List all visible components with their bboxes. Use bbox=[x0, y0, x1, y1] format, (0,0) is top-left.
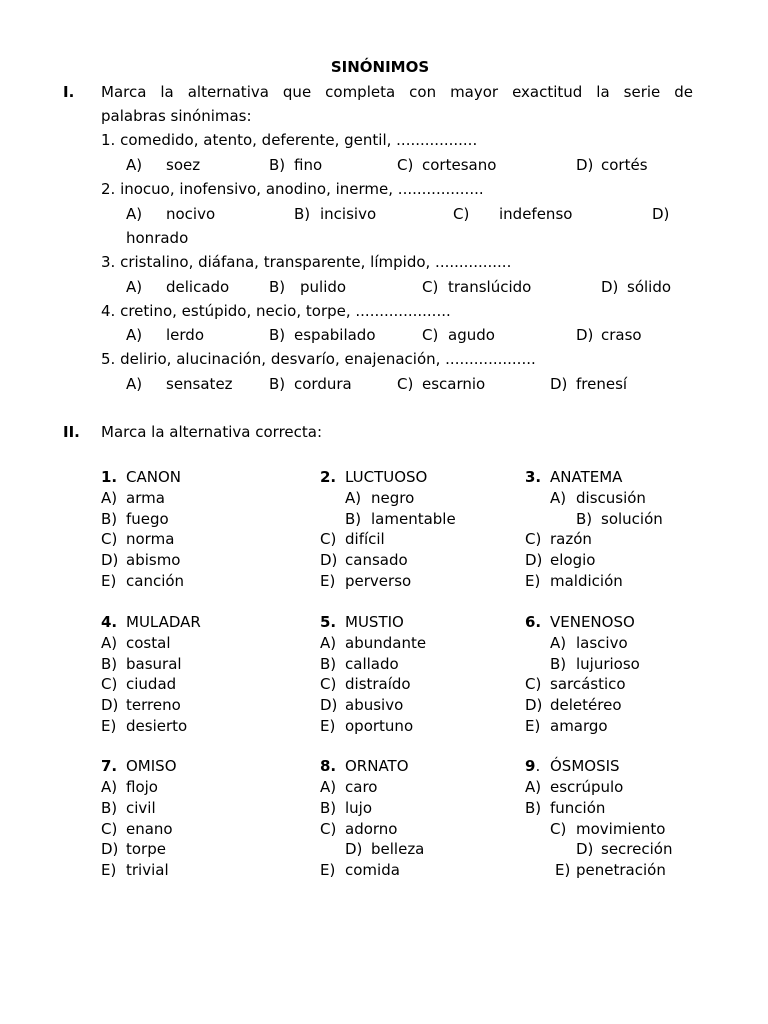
item-5-a-label: A) bbox=[320, 634, 337, 652]
q2-option-b: incisivo bbox=[320, 205, 377, 223]
item-6-word: VENENOSO bbox=[550, 613, 635, 631]
q3-option-c: translúcido bbox=[448, 278, 532, 296]
item-9-c-label: C) bbox=[550, 820, 567, 838]
q2-option-c-label: C) bbox=[453, 205, 470, 223]
item-1-a: arma bbox=[126, 489, 165, 507]
item-4-word: MULADAR bbox=[126, 613, 201, 631]
q2-option-d-label: D) bbox=[652, 205, 670, 223]
item-7-number: 7. bbox=[101, 757, 118, 775]
q4-option-d: craso bbox=[601, 326, 642, 344]
q4-option-a: lerdo bbox=[166, 326, 204, 344]
item-9-number-digit: 9 bbox=[525, 757, 536, 775]
item-2-c: difícil bbox=[345, 530, 385, 548]
item-2-b: lamentable bbox=[371, 510, 456, 528]
item-2-e-label: E) bbox=[320, 572, 336, 590]
item-9-d-label: D) bbox=[576, 840, 594, 858]
item-1-d: abismo bbox=[126, 551, 181, 569]
q1-option-d-label: D) bbox=[576, 156, 594, 174]
item-8-b-label: B) bbox=[320, 799, 337, 817]
item-1-d-label: D) bbox=[101, 551, 119, 569]
item-1-word: CANON bbox=[126, 468, 181, 486]
q5-option-c-label: C) bbox=[397, 375, 414, 393]
item-3-d-label: D) bbox=[525, 551, 543, 569]
item-9-word: ÓSMOSIS bbox=[550, 757, 620, 775]
q3-option-d-label: D) bbox=[601, 278, 619, 296]
q2-option-c: indefenso bbox=[499, 205, 573, 223]
item-7-a: flojo bbox=[126, 778, 158, 796]
item-5-a: abundante bbox=[345, 634, 427, 652]
item-2-d: cansado bbox=[345, 551, 408, 569]
item-7-e-label: E) bbox=[101, 861, 117, 879]
q5-option-d: frenesí bbox=[576, 375, 628, 393]
question-1-stem: 1. comedido, atento, deferente, gentil, ................. bbox=[101, 131, 478, 149]
item-6-e-label: E) bbox=[525, 717, 541, 735]
item-9-number bbox=[525, 757, 540, 775]
q4-option-c: agudo bbox=[448, 326, 495, 344]
item-7-d: torpe bbox=[126, 840, 166, 858]
item-6-a: lascivo bbox=[576, 634, 628, 652]
item-4-e: desierto bbox=[126, 717, 188, 735]
question-2-stem: 2. inocuo, inofensivo, anodino, inerme, .................. bbox=[101, 180, 484, 198]
q2-option-d: honrado bbox=[126, 229, 189, 247]
item-9-b: función bbox=[550, 799, 606, 817]
item-6-b-label: B) bbox=[550, 655, 567, 673]
item-3-e: maldición bbox=[550, 572, 623, 590]
q4-option-a-label: A) bbox=[126, 326, 143, 344]
item-2-a-label: A) bbox=[345, 489, 362, 507]
item-2-c-label: C) bbox=[320, 530, 337, 548]
item-7-c-label: C) bbox=[101, 820, 118, 838]
item-6-d: deletéreo bbox=[550, 696, 622, 714]
item-5-c-label: C) bbox=[320, 675, 337, 693]
item-3-a: discusión bbox=[576, 489, 646, 507]
q1-option-b: fino bbox=[294, 156, 323, 174]
item-2-number: 2. bbox=[320, 468, 337, 486]
item-3-word: ANATEMA bbox=[550, 468, 623, 486]
item-9-c: movimiento bbox=[576, 820, 666, 838]
q3-option-c-label: C) bbox=[422, 278, 439, 296]
item-8-a-label: A) bbox=[320, 778, 337, 796]
q1-option-a: soez bbox=[166, 156, 201, 174]
q4-option-c-label: C) bbox=[422, 326, 439, 344]
item-8-number: 8. bbox=[320, 757, 337, 775]
item-3-a-label: A) bbox=[550, 489, 567, 507]
q3-option-a-label: A) bbox=[126, 278, 143, 296]
q5-option-d-label: D) bbox=[550, 375, 568, 393]
item-6-c: sarcástico bbox=[550, 675, 626, 693]
item-6-a-label: A) bbox=[550, 634, 567, 652]
q2-option-b-label: B) bbox=[294, 205, 311, 223]
q4-option-b: espabilado bbox=[294, 326, 376, 344]
item-8-e: comida bbox=[345, 861, 400, 879]
item-4-e-label: E) bbox=[101, 717, 117, 735]
item-4-c: ciudad bbox=[126, 675, 177, 693]
item-1-b: fuego bbox=[126, 510, 169, 528]
item-7-a-label: A) bbox=[101, 778, 118, 796]
item-7-d-label: D) bbox=[101, 840, 119, 858]
q2-option-a: nocivo bbox=[166, 205, 216, 223]
item-8-d: belleza bbox=[371, 840, 425, 858]
item-5-d-label: D) bbox=[320, 696, 338, 714]
item-5-e-label: E) bbox=[320, 717, 336, 735]
page-title: SINÓNIMOS bbox=[330, 58, 430, 76]
item-5-b: callado bbox=[345, 655, 399, 673]
item-9-a-label: A) bbox=[525, 778, 542, 796]
q3-option-d: sólido bbox=[627, 278, 672, 296]
item-9-d: secreción bbox=[601, 840, 673, 858]
item-7-e: trivial bbox=[126, 861, 169, 879]
section-1-instruction-line2: palabras sinónimas: bbox=[101, 107, 252, 125]
item-5-b-label: B) bbox=[320, 655, 337, 673]
q3-option-b-label: B) bbox=[269, 278, 286, 296]
item-1-b-label: B) bbox=[101, 510, 118, 528]
item-6-number: 6. bbox=[525, 613, 542, 631]
item-1-a-label: A) bbox=[101, 489, 118, 507]
item-8-a: caro bbox=[345, 778, 378, 796]
item-6-d-label: D) bbox=[525, 696, 543, 714]
q5-option-a-label: A) bbox=[126, 375, 143, 393]
q5-option-b: cordura bbox=[294, 375, 352, 393]
question-5-stem: 5. delirio, alucinación, desvarío, enajenación, ................... bbox=[101, 350, 536, 368]
question-4-stem: 4. cretino, estúpido, necio, torpe, .................... bbox=[101, 302, 451, 320]
q1-option-d: cortés bbox=[601, 156, 648, 174]
item-5-e: oportuno bbox=[345, 717, 414, 735]
item-4-b-label: B) bbox=[101, 655, 118, 673]
q1-option-c: cortesano bbox=[422, 156, 497, 174]
item-8-d-label: D) bbox=[345, 840, 363, 858]
q1-option-c-label: C) bbox=[397, 156, 414, 174]
item-2-b-label: B) bbox=[345, 510, 362, 528]
item-9-e-label: E) bbox=[555, 861, 571, 879]
item-7-c: enano bbox=[126, 820, 173, 838]
item-9-e: penetración bbox=[576, 861, 666, 879]
item-2-a: negro bbox=[371, 489, 415, 507]
item-4-d-label: D) bbox=[101, 696, 119, 714]
section-2-instruction: Marca la alternativa correcta: bbox=[101, 423, 323, 441]
item-9-a: escrúpulo bbox=[550, 778, 624, 796]
item-8-e-label: E) bbox=[320, 861, 336, 879]
item-5-number: 5. bbox=[320, 613, 337, 631]
item-3-number: 3. bbox=[525, 468, 542, 486]
item-1-number: 1. bbox=[101, 468, 118, 486]
item-1-c: norma bbox=[126, 530, 175, 548]
item-6-c-label: C) bbox=[525, 675, 542, 693]
item-3-e-label: E) bbox=[525, 572, 541, 590]
item-5-d: abusivo bbox=[345, 696, 404, 714]
item-2-e: perverso bbox=[345, 572, 412, 590]
item-4-c-label: C) bbox=[101, 675, 118, 693]
item-8-c: adorno bbox=[345, 820, 398, 838]
item-5-c: distraído bbox=[345, 675, 411, 693]
item-7-b-label: B) bbox=[101, 799, 118, 817]
item-8-word: ORNATO bbox=[345, 757, 409, 775]
item-1-e-label: E) bbox=[101, 572, 117, 590]
item-7-word: OMISO bbox=[126, 757, 177, 775]
item-1-e: canción bbox=[126, 572, 185, 590]
item-5-word: MUSTIO bbox=[345, 613, 404, 631]
item-7-b: civil bbox=[126, 799, 156, 817]
q4-option-b-label: B) bbox=[269, 326, 286, 344]
section-1-instruction-line1: Marca la alternativa que completa con mayor exactitud la serie de bbox=[101, 83, 693, 101]
item-8-b: lujo bbox=[345, 799, 373, 817]
section-2-numeral: II. bbox=[63, 423, 80, 441]
q1-option-a-label: A) bbox=[126, 156, 143, 174]
item-3-b: solución bbox=[601, 510, 663, 528]
item-3-c-label: C) bbox=[525, 530, 542, 548]
item-4-d: terreno bbox=[126, 696, 181, 714]
item-3-c: razón bbox=[550, 530, 592, 548]
q5-option-b-label: B) bbox=[269, 375, 286, 393]
item-9-number-dot: . bbox=[535, 757, 541, 775]
q3-option-a: delicado bbox=[166, 278, 230, 296]
q5-option-c: escarnio bbox=[422, 375, 486, 393]
item-4-a-label: A) bbox=[101, 634, 118, 652]
item-9-b-label: B) bbox=[525, 799, 542, 817]
item-6-e: amargo bbox=[550, 717, 608, 735]
q3-option-b: pulido bbox=[300, 278, 347, 296]
q4-option-d-label: D) bbox=[576, 326, 594, 344]
item-8-c-label: C) bbox=[320, 820, 337, 838]
question-3-stem: 3. cristalino, diáfana, transparente, límpido, ................ bbox=[101, 253, 512, 271]
item-2-d-label: D) bbox=[320, 551, 338, 569]
item-4-number: 4. bbox=[101, 613, 118, 631]
item-6-b: lujurioso bbox=[576, 655, 640, 673]
q1-option-b-label: B) bbox=[269, 156, 286, 174]
q2-option-a-label: A) bbox=[126, 205, 143, 223]
item-4-b: basural bbox=[126, 655, 182, 673]
q5-option-a: sensatez bbox=[166, 375, 233, 393]
item-3-d: elogio bbox=[550, 551, 596, 569]
item-2-word: LUCTUOSO bbox=[345, 468, 428, 486]
item-1-c-label: C) bbox=[101, 530, 118, 548]
item-3-b-label: B) bbox=[576, 510, 593, 528]
item-4-a: costal bbox=[126, 634, 171, 652]
section-1-numeral: I. bbox=[63, 83, 75, 101]
